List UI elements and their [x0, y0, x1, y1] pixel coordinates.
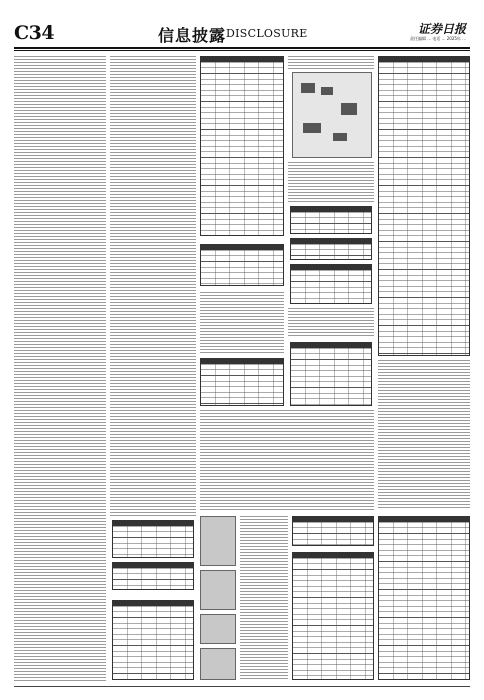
- photo-2: [200, 570, 236, 610]
- header-rule: [14, 47, 470, 49]
- table-col4-b: [290, 238, 372, 260]
- text-column-2: [110, 56, 196, 516]
- text-column-5a: [378, 360, 470, 510]
- header-meta: 责任编辑 ... 电话 ... 2025年 ...: [410, 36, 466, 41]
- table-col2-b: [112, 562, 194, 590]
- text-column-4-intro: [288, 56, 374, 70]
- masthead: [14, 18, 470, 48]
- text-column-3a: [200, 292, 284, 354]
- table-col2-c: [112, 600, 194, 680]
- table-lower-a: [292, 516, 374, 546]
- table-col5-main: [378, 56, 470, 356]
- photo-1: [200, 516, 236, 566]
- table-col3-b: [200, 358, 284, 406]
- text-column-3b: [200, 410, 374, 510]
- product-diagram: [292, 72, 372, 158]
- text-column-4b: [288, 308, 374, 338]
- table-lower-right: [378, 516, 470, 680]
- table-col3-mid: [200, 244, 284, 286]
- page-number: C34: [14, 22, 55, 44]
- table-col4-d: [290, 342, 372, 406]
- photo-4: [200, 648, 236, 680]
- section-title: 信息披露: [158, 26, 227, 45]
- table-col3-top: [200, 56, 284, 236]
- newspaper-logo: 证券日报: [417, 22, 466, 36]
- text-column-4a: [288, 162, 374, 202]
- text-column-lower-a: [240, 516, 288, 680]
- header-rule-thin: [14, 50, 470, 51]
- table-col2-a: [112, 520, 194, 558]
- section-title-english: DISCLOSURE: [226, 27, 308, 40]
- photo-3: [200, 614, 236, 644]
- text-column-1: [14, 56, 106, 681]
- footer-rule: [14, 686, 470, 687]
- table-col4-c: [290, 264, 372, 304]
- table-col4-a: [290, 206, 372, 234]
- table-lower-b: [292, 552, 374, 680]
